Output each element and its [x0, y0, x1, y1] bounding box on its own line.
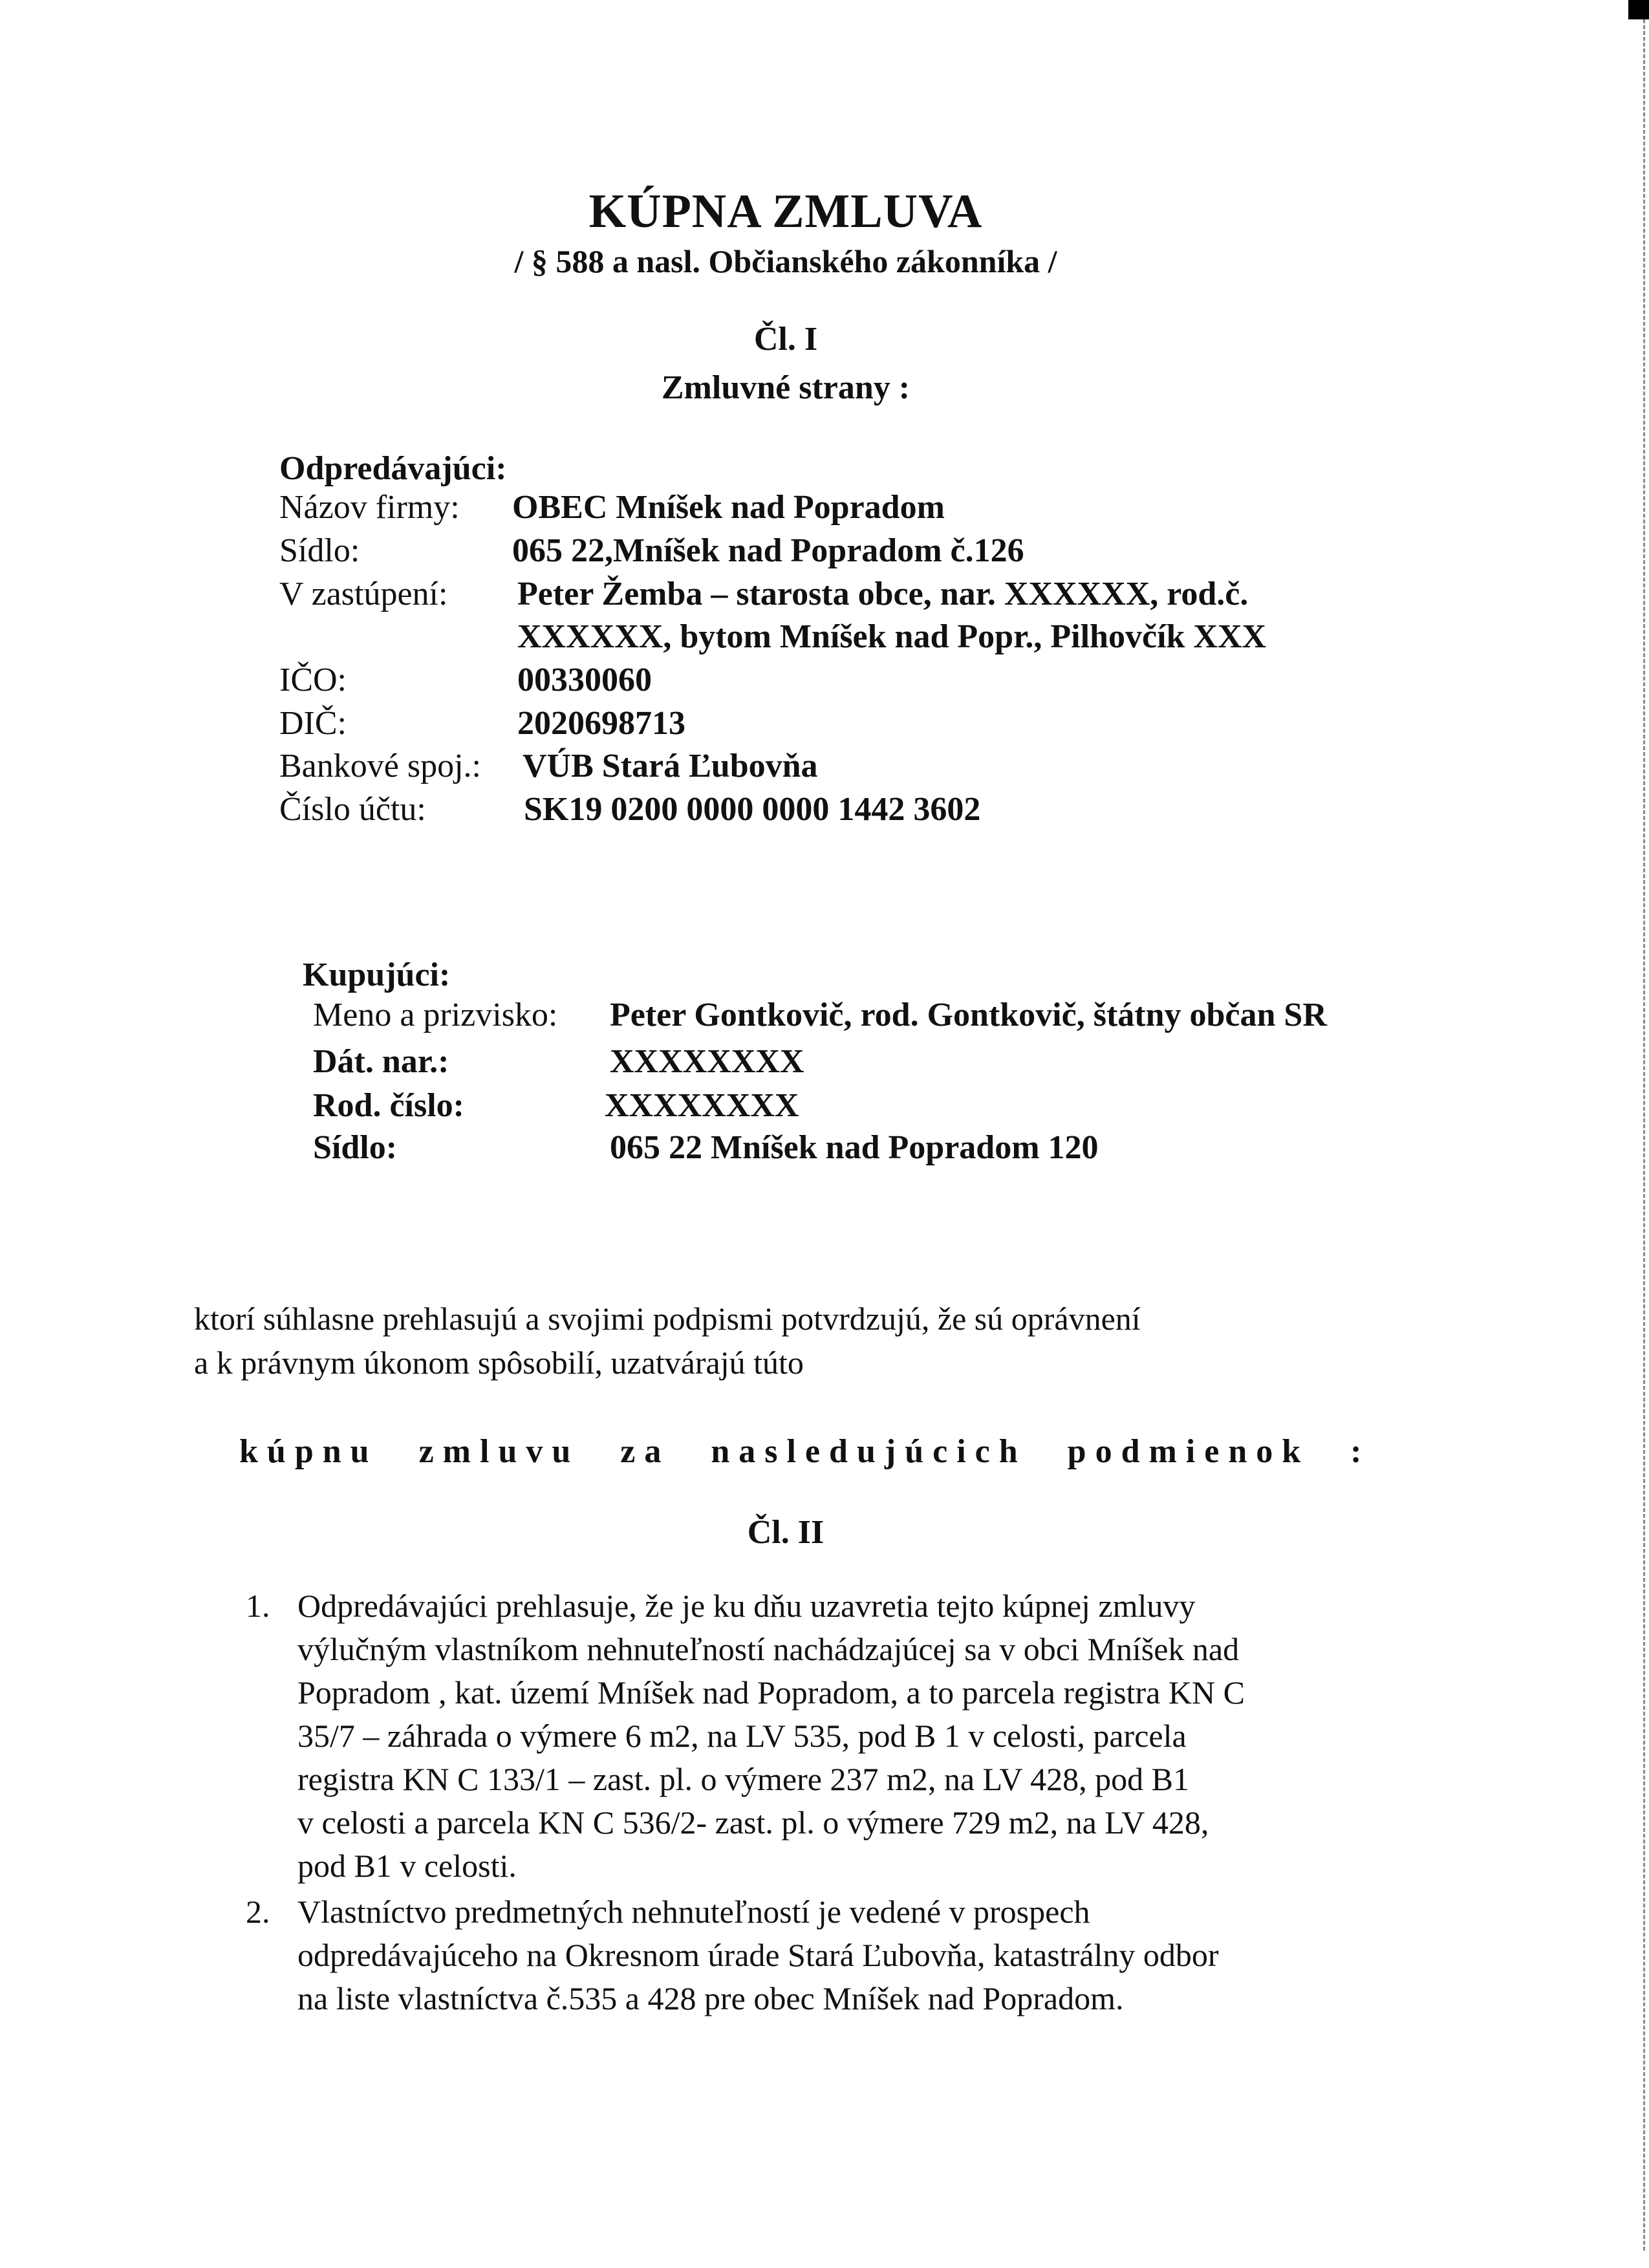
seller-seat-value: 065 22,Mníšek nad Popradom č.126 [512, 532, 1024, 569]
intro-paragraph [194, 1297, 1423, 1385]
seller-ico-label: IČO: [279, 662, 347, 698]
intro-line: ktorí súhlasne prehlasujú a svojimi podpismi potvrdzujú, že sú oprávnení [194, 1301, 1141, 1337]
buyer-seat-value: 065 22 Mníšek nad Popradom 120 [610, 1129, 1099, 1166]
buyer-name-value: Peter Gontkovič, rod. Gontkovič, štátny občan SR [610, 997, 1327, 1033]
contract-conditions-heading: kúpnu zmluvu za nasledujúcich podmienok : [239, 1433, 1371, 1470]
clause-number: 2. [246, 1894, 270, 1930]
seller-dic-label: DIČ: [279, 705, 347, 742]
clause-item [246, 1890, 1429, 2020]
intro-line: a k právnym úkonom spôsobilí, uzatvárajú túto [194, 1345, 804, 1381]
scan-corner-mark [1628, 0, 1649, 19]
clause-line: Odpredávajúci prehlasuje, že je ku dňu uzavretia tejto kúpnej zmluvy [297, 1588, 1196, 1624]
article-1-heading: Čl. I [753, 321, 818, 358]
clause-line: Vlastníctvo predmetných nehnuteľností je vedené v prospech [297, 1894, 1090, 1930]
seller-ico-value: 00330060 [517, 662, 652, 698]
seller-representative-value: Peter Žemba – starosta obce, nar. XXXXXX, rod.č. [517, 576, 1249, 612]
seller-account-label: Číslo účtu: [279, 791, 426, 828]
clause-line: registra KN C 133/1 – zast. pl. o výmere 237 m2, na LV 428, pod B1 [297, 1761, 1190, 1797]
seller-account-value: SK19 0200 0000 0000 1442 3602 [524, 791, 981, 828]
seller-company-label: Názov firmy: [279, 489, 460, 526]
scan-edge-line [1643, 19, 1645, 2251]
clause-line: v celosti a parcela KN C 536/2- zast. pl. o výmere 729 m2, na LV 428, [297, 1804, 1209, 1841]
article-2-clauses [246, 1584, 1429, 2023]
buyer-birth-number-value: XXXXXXXX [605, 1087, 799, 1124]
buyer-birthdate-value: XXXXXXXX [610, 1043, 804, 1080]
seller-bank-value: VÚB Stará Ľubovňa [523, 748, 818, 784]
clause-line: na liste vlastníctva č.535 a 428 pre obec Mníšek nad Popradom. [297, 1980, 1124, 2016]
seller-representative-cont-value: XXXXXX, bytom Mníšek nad Popr., Pilhovčík XXX [517, 618, 1267, 655]
clause-number: 1. [246, 1588, 270, 1624]
clause-line: výlučným vlastníkom nehnuteľností nachádzajúcej sa v obci Mníšek nad [297, 1631, 1240, 1667]
seller-seat-label: Sídlo: [279, 532, 360, 569]
seller-bank-label: Bankové spoj.: [279, 748, 481, 784]
article-2-heading: Čl. II [747, 1514, 824, 1551]
seller-representative-label: V zastúpení: [279, 576, 448, 612]
seller-company-value: OBEC Mníšek nad Popradom [512, 489, 945, 526]
clause-line: odpredávajúceho na Okresnom úrade Stará Ľubovňa, katastrálny odbor [297, 1937, 1219, 1973]
clause-item [246, 1584, 1429, 1888]
clause-line: Popradom , kat. území Mníšek nad Popradom, a to parcela registra KN C [297, 1674, 1245, 1711]
buyer-seat-label: Sídlo: [313, 1129, 398, 1166]
article-1-subheading: Zmluvné strany : [661, 369, 911, 406]
document-subtitle: / § 588 a nasl. Občianského zákonníka / [514, 243, 1057, 279]
buyer-birthdate-label: Dát. nar.: [313, 1043, 449, 1080]
document-title: KÚPNA ZMLUVA [588, 185, 983, 238]
seller-dic-value: 2020698713 [517, 705, 685, 742]
seller-heading: Odpredávajúci: [279, 450, 507, 487]
buyer-birth-number-label: Rod. číslo: [313, 1087, 464, 1124]
clause-line: pod B1 v celosti. [297, 1848, 517, 1884]
buyer-name-label: Meno a prizvisko: [313, 997, 558, 1033]
clause-line: 35/7 – záhrada o výmere 6 m2, na LV 535, pod B 1 v celosti, parcela [297, 1718, 1187, 1754]
buyer-heading: Kupujúci: [303, 956, 451, 993]
